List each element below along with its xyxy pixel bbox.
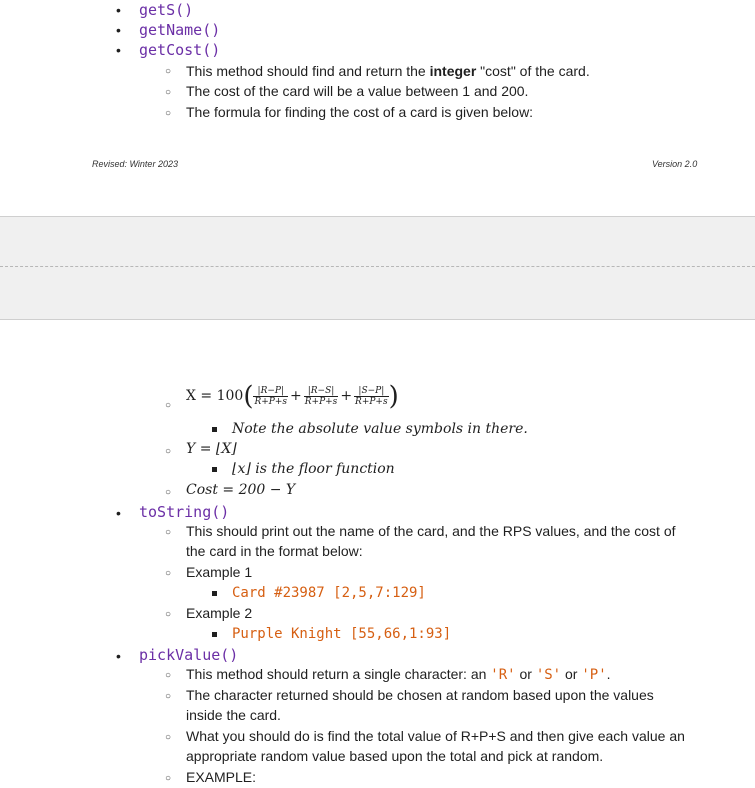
bullet-icon: •	[116, 22, 121, 38]
hollow-bullet-icon: ○	[165, 773, 172, 784]
fraction-3: $\frac{|S-P|}{R+P+s}$	[355, 386, 388, 407]
page-break-divider	[0, 266, 755, 267]
method-getname: getName()	[139, 21, 221, 39]
hollow-bullet-icon: ○	[165, 108, 172, 119]
example-2-label: Example 2	[186, 605, 253, 621]
formula-x: X = 100( $\frac{|R-P|}{R+P+s}$ + $\frac{|R-S|}{R+P+s}$ + $\frac{|S-P|}{R+P+s}$ )	[186, 381, 399, 412]
pickvalue-desc-2b: inside the card.	[186, 707, 281, 723]
getcost-note-3: The formula for finding the cost of a card is given below:	[186, 104, 534, 120]
hollow-bullet-icon: ○	[165, 527, 172, 538]
method-tostring: toString()	[139, 503, 230, 521]
hollow-bullet-icon: ○	[165, 609, 172, 620]
fraction-1: $\frac{|R-P|}{R+P+s}$	[254, 386, 288, 407]
hollow-bullet-icon: ○	[165, 691, 172, 702]
fraction-2: $\frac{|R-S|}{R+P+s}$	[304, 386, 338, 407]
formula-y: Y = ⌊X⌋	[186, 441, 237, 457]
pickvalue-example-label: EXAMPLE:	[186, 769, 257, 785]
bullet-icon: •	[116, 42, 121, 58]
example-1-label: Example 1	[186, 564, 253, 580]
right-paren: )	[388, 381, 399, 412]
hollow-bullet-icon: ○	[165, 87, 172, 98]
bullet-icon: •	[116, 2, 121, 18]
pickvalue-desc-3a: What you should do is find the total value of R+P+S and then give each value an	[186, 728, 685, 744]
pickvalue-desc-1: This method should return a single character: an 'R' or 'S' or 'P'.	[186, 666, 611, 683]
square-bullet-icon	[212, 427, 217, 432]
method-pickvalue: pickValue()	[139, 646, 239, 664]
tostring-desc-1: This should print out the name of the card, and the RPS values, and the cost of	[186, 523, 676, 539]
page-break-gap	[0, 216, 755, 320]
hollow-bullet-icon: ○	[165, 732, 172, 743]
hollow-bullet-icon: ○	[165, 446, 172, 457]
method-gets: getS()	[139, 1, 194, 19]
square-bullet-icon	[212, 591, 217, 596]
method-getcost: getCost()	[139, 41, 221, 59]
square-bullet-icon	[212, 632, 217, 637]
hollow-bullet-icon: ○	[165, 568, 172, 579]
pickvalue-desc-2a: The character returned should be chosen at random based upon the values	[186, 687, 654, 703]
example-1-code: Card #23987 [2,5,7:129]	[232, 585, 426, 601]
square-bullet-icon	[212, 467, 217, 472]
formula-cost: Cost = 200 − Y	[186, 482, 296, 498]
footer-revised: Revised: Winter 2023	[92, 159, 178, 169]
tostring-desc-2: the card in the format below:	[186, 543, 363, 559]
getcost-note-1: This method should find and return the integer "cost" of the card.	[186, 63, 590, 79]
formula-x-note: Note the absolute value symbols in there.	[232, 421, 528, 437]
bullet-icon: •	[116, 505, 121, 521]
formula-y-note: ⌊x⌋ is the floor function	[232, 461, 395, 477]
example-2-code: Purple Knight [55,66,1:93]	[232, 626, 452, 642]
footer-version: Version 2.0	[652, 159, 698, 169]
hollow-bullet-icon: ○	[165, 66, 172, 77]
hollow-bullet-icon: ○	[165, 487, 172, 498]
left-paren: (	[243, 381, 254, 412]
getcost-note-2: The cost of the card will be a value between 1 and 200.	[186, 83, 529, 99]
bullet-icon: •	[116, 648, 121, 664]
hollow-bullet-icon: ○	[165, 670, 172, 681]
formula-x-lhs: X = 100	[186, 388, 244, 405]
pickvalue-desc-3b: appropriate random value based upon the total and pick at random.	[186, 748, 604, 764]
hollow-bullet-icon: ○	[165, 400, 172, 411]
